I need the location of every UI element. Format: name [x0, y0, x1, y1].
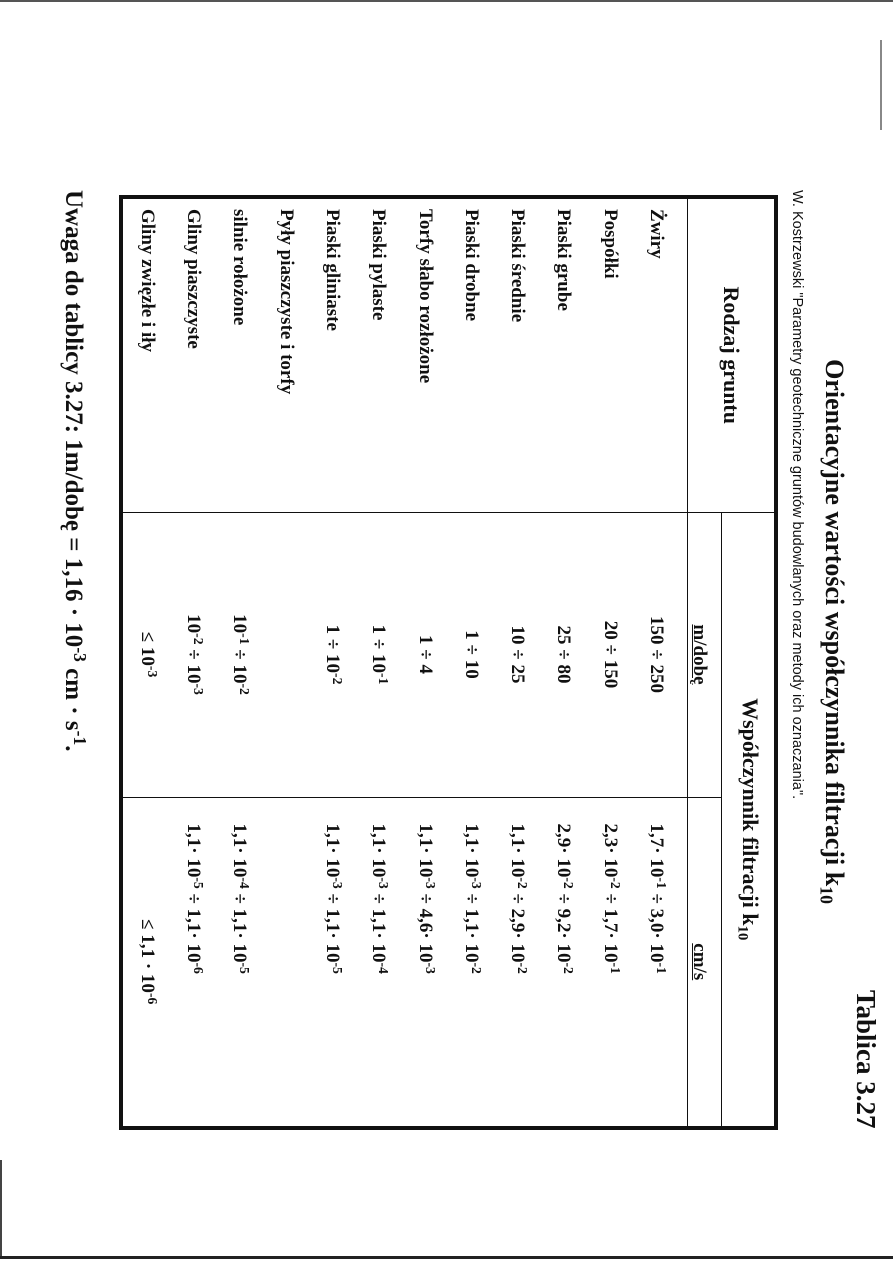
soil-type-cell: Piaski drobne: [460, 209, 482, 322]
md-value-cell: [540, 513, 586, 797]
filtration-table: [119, 195, 778, 1130]
note-text: Uwaga do tablicy 3.27: 1m/dobę = 1,16 · 10: [60, 190, 87, 648]
md-value-cell-text: 1 ÷ 4: [414, 635, 436, 674]
md-value-cell: [216, 513, 262, 797]
cms-value-cell-exponent: -3: [330, 877, 346, 889]
md-value-cell: [262, 513, 308, 797]
cms-value-cell-text: 1,1· 10: [460, 823, 482, 878]
header-unit-cms: [688, 797, 722, 1128]
cms-value-cell-text: ÷ 1,1· 10: [321, 888, 343, 963]
source-citation: W. Kostrzewski "Parametry geotechniczne gruntów budowlanych oraz metody ich oznaczania".: [789, 190, 805, 800]
cms-value-cell-text: 1,1· 10: [321, 823, 343, 878]
cms-value-cell-exponent: -2: [515, 962, 531, 974]
cms-value-cell-text: ÷ 3,0· 10: [646, 888, 667, 963]
cms-value-cell-text: ≤ 1,1 · 10: [136, 919, 158, 993]
cms-value-cell: [216, 824, 262, 1127]
md-value-cell: [494, 513, 540, 797]
note-exponent-2: -1: [69, 730, 90, 746]
soil-type-cell: Torfy słabo rozłożone: [414, 209, 436, 384]
md-value-cell-text: ≤ 10: [136, 631, 158, 666]
header-coefficient-subscript: 10: [734, 925, 751, 941]
cms-value-cell: [540, 824, 586, 1127]
md-value-cell-exponent: -2: [330, 673, 346, 685]
md-value-cell: [401, 513, 447, 797]
table-body-row: [121, 197, 687, 1128]
md-value-cell-text: 150 ÷ 250: [646, 616, 667, 693]
cms-value-cell-exponent: -3: [422, 962, 438, 974]
md-value-cell: [586, 513, 632, 797]
cms-column: [121, 797, 687, 1128]
md-value-cell-exponent: -3: [144, 665, 160, 678]
table-number: Tablica 3.27: [851, 990, 881, 1129]
unit-md-text: m/dobę: [689, 624, 710, 685]
soil-type-cell: Piaski grube: [553, 209, 575, 311]
cms-value-cell: [170, 824, 216, 1127]
note-period: .: [60, 745, 87, 752]
cms-value-cell-exponent: -4: [376, 962, 392, 974]
cms-value-cell: [448, 824, 494, 1127]
cms-value-cell-text: ÷ 1,1· 10: [183, 888, 205, 963]
cms-value-cell-text: ÷ 1,1· 10: [229, 888, 251, 963]
cms-value-cell-text: 2,9· 10: [553, 823, 575, 878]
soil-type-cell: Piaski średnie: [507, 209, 529, 323]
soil-type-cell: silnie rołożone: [229, 209, 251, 326]
md-value-cell: [355, 513, 401, 797]
md-value-cell: [123, 513, 169, 797]
cms-value-cell: [494, 824, 540, 1127]
cms-value-cell-text: 1,7· 10: [646, 823, 667, 878]
cms-value-cell: [355, 824, 401, 1127]
cms-value-cell-exponent: -5: [330, 962, 346, 974]
md-value-cell: [309, 513, 355, 797]
md-value-cell-text: 10: [229, 614, 251, 634]
cms-value-cell: [401, 824, 447, 1127]
md-value-cell-exponent: -1: [237, 633, 253, 645]
md-value-cell-text: 1 ÷ 10: [368, 624, 390, 674]
cms-value-cell-text: ÷ 1,7· 10: [599, 888, 621, 963]
title-subscript: 10: [816, 886, 837, 904]
cms-value-cell-exponent: -2: [561, 877, 577, 889]
cms-value-cell-text: ÷ 4,6· 10: [414, 888, 436, 963]
note-exponent-1: -3: [69, 647, 90, 662]
cms-value-cell-exponent: -2: [561, 962, 577, 974]
cms-value-cell-exponent: -5: [237, 962, 253, 974]
md-value-cell-text: ÷ 10: [229, 644, 251, 684]
cms-value-cell-text: 1,1· 10: [229, 823, 251, 878]
cms-value-cell: [309, 824, 355, 1127]
md-value-cell-text: 10: [183, 614, 205, 634]
md-value-cell-text: 25 ÷ 80: [553, 625, 575, 684]
soil-type-cell: Gliny zwięzłe i iły: [136, 209, 158, 353]
cms-value-cell-exponent: -3: [468, 877, 484, 889]
cms-value-cell-exponent: -4: [237, 877, 253, 889]
soil-type-cell: Żwiry: [646, 209, 667, 259]
cms-value-cell-text: 1,1· 10: [368, 823, 390, 878]
cms-value-cell-exponent: -5: [191, 877, 207, 889]
md-column: [121, 512, 687, 797]
cms-value-cell-text: ÷ 1,1· 10: [460, 888, 482, 963]
soil-type-cell: Gliny piaszczyste: [183, 209, 205, 349]
header-unit-md: [688, 512, 722, 797]
cms-value-cell: [586, 824, 632, 1127]
cms-value-cell-text: 1,1· 10: [183, 823, 205, 878]
md-value-cell: [448, 513, 494, 797]
cms-value-cell-exponent: -1: [607, 962, 623, 974]
cms-value-cell-text: 2,3· 10: [599, 823, 621, 878]
md-value-cell: [170, 513, 216, 797]
cms-value-cell-exponent: -2: [607, 877, 623, 889]
cms-value-cell-exponent: -2: [515, 877, 531, 889]
cms-value-cell-text: ÷ 9,2· 10: [553, 888, 575, 963]
md-value-cell-exponent: -2: [191, 633, 207, 645]
cms-value-cell-exponent: -1: [654, 962, 670, 974]
header-coefficient-text: Współczynnik filtracji k: [737, 698, 763, 926]
cms-value-cell-exponent: -3: [376, 877, 392, 889]
header-coefficient: [721, 512, 776, 1128]
page-title: [816, 0, 849, 1263]
cms-value-cell-text: 1,1· 10: [414, 823, 436, 878]
md-value-cell-text: 20 ÷ 150: [599, 620, 621, 689]
cms-value-cell-text: 1,1· 10: [507, 823, 529, 878]
md-value-cell-exponent: -2: [237, 683, 253, 695]
md-value-cell-text: ÷ 10: [183, 644, 205, 684]
cms-value-cell-exponent: -6: [144, 992, 160, 1005]
md-value-cell-text: 1 ÷ 10: [321, 624, 343, 674]
md-value-cell-text: 10 ÷ 25: [507, 625, 529, 684]
title-text: Orientacyjne wartości współczynnika filtracji k: [820, 359, 849, 887]
cms-value-cell-exponent: -3: [422, 877, 438, 889]
md-value-cell-exponent: -1: [376, 673, 392, 685]
cms-value-cell-text: ÷ 2,9· 10: [507, 888, 529, 963]
cms-value-cell: [123, 824, 169, 1127]
soil-column: [121, 197, 687, 512]
cms-value-cell-exponent: -6: [191, 962, 207, 974]
soil-type-cell: Piaski gliniaste: [321, 209, 343, 331]
table-note: [59, 190, 90, 752]
note-unit: cm · s: [60, 661, 87, 731]
cms-value-cell: [633, 824, 679, 1127]
cms-value-cell-exponent: -1: [654, 877, 670, 889]
md-value-cell: [633, 513, 679, 797]
header-soil-type: Rodzaj gruntu: [688, 197, 777, 512]
cms-value-cell-exponent: -2: [468, 962, 484, 974]
md-value-cell-exponent: -3: [191, 683, 207, 695]
cms-value-cell: [262, 824, 308, 1127]
cms-value-cell-text: ÷ 1,1· 10: [368, 888, 390, 963]
soil-type-cell: Piaski pylaste: [368, 209, 390, 321]
unit-cms-text: cm/s: [689, 943, 710, 981]
soil-type-cell: Pyły piaszczyste i torfy: [275, 209, 297, 395]
soil-type-cell: Pospółki: [599, 209, 621, 279]
md-value-cell-text: 1 ÷ 10: [460, 630, 482, 679]
